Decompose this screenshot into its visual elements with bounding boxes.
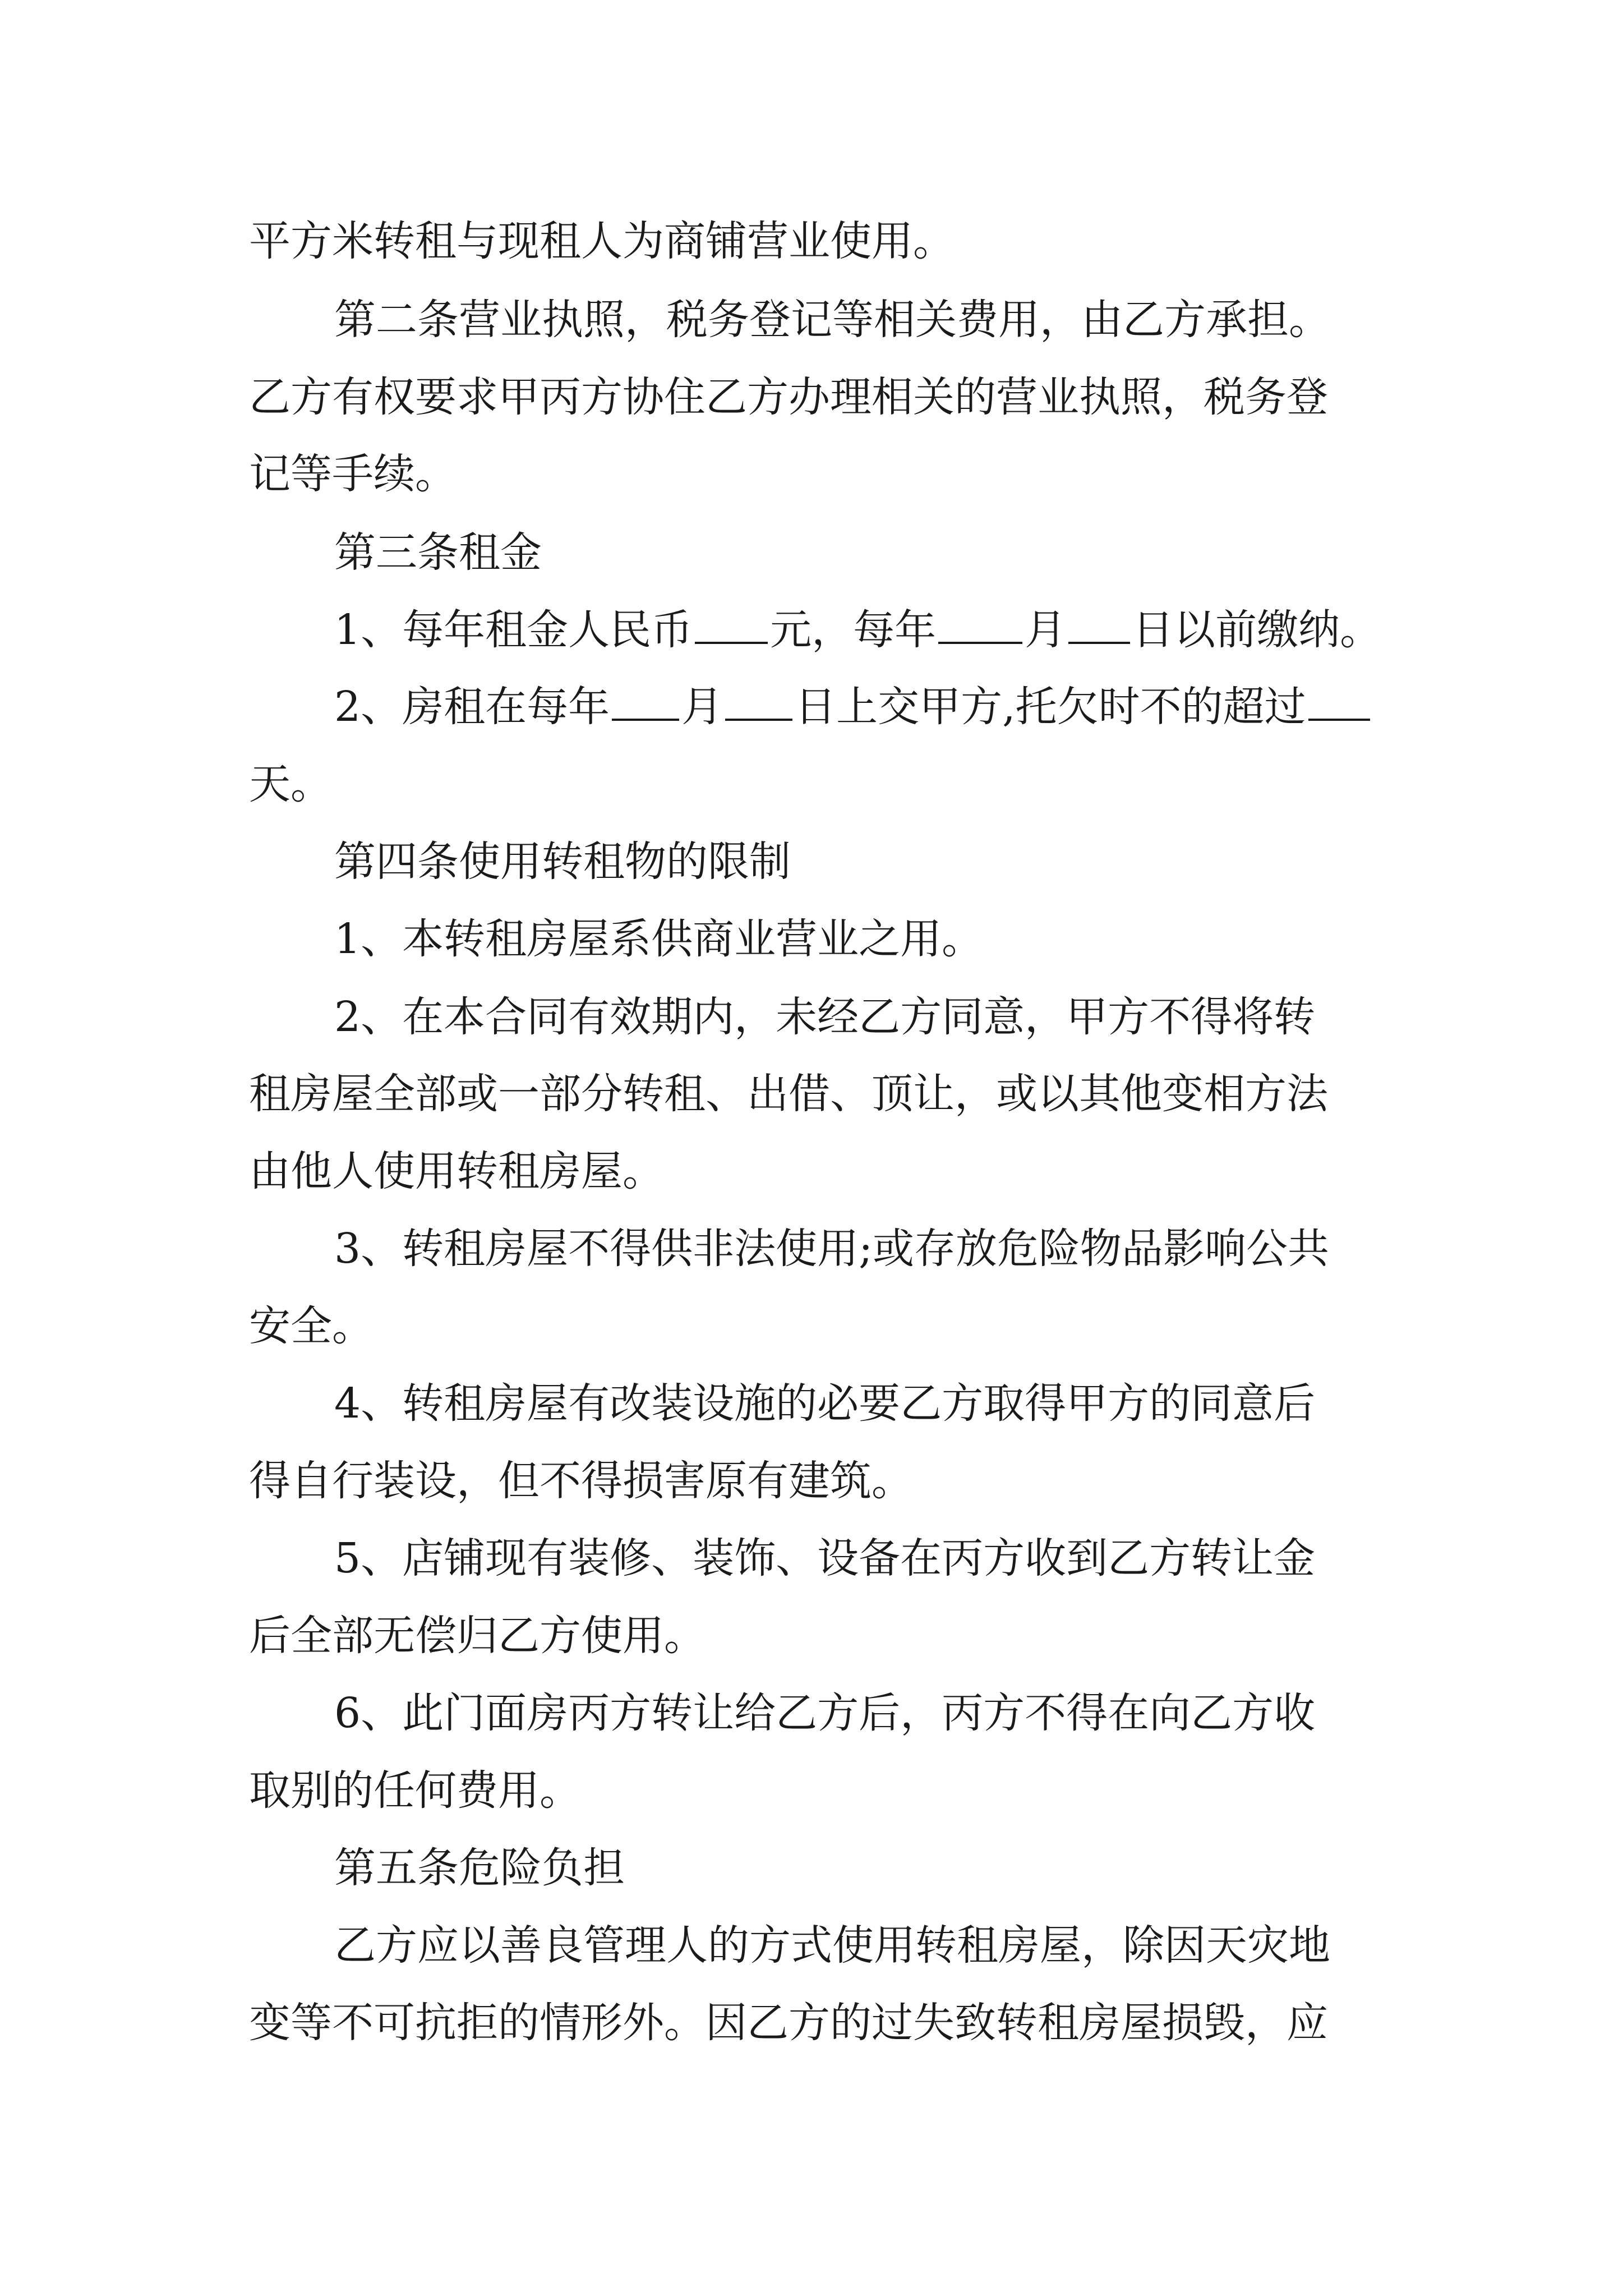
text-line: 得自行装设，但不得损害原有建筑。 (249, 1457, 913, 1505)
article-5-heading: 第五条危险负担 (334, 1844, 625, 1892)
text-line: 后全部无偿归乙方使用。 (249, 1612, 706, 1660)
text-segment: 2、房租在每年 (334, 683, 610, 731)
text-segment: 月 (1025, 606, 1067, 654)
text-line: 天。 (249, 760, 332, 808)
text-line: 由他人使用转租房屋。 (249, 1147, 664, 1195)
text-segment: 月 (681, 683, 723, 731)
article-4-heading: 第四条使用转租物的限制 (334, 838, 791, 886)
text-line: 平方米转租与现租人为商铺营业使用。 (249, 217, 955, 265)
text-line: 2、在本合同有效期内，未经乙方同意，甲方不得将转 (334, 993, 1316, 1041)
text-line: 变等不可抗拒的情形外。因乙方的过失致转租房屋损毁，应 (249, 1999, 1328, 2047)
text-line: 乙方有权要求甲丙方协住乙方办理相关的营业执照，税务登 (249, 373, 1328, 421)
fill-in-blank (612, 678, 679, 721)
text-segment: 日上交甲方,托欠时不的超过 (795, 683, 1306, 731)
text-segment: 元，每年 (770, 606, 937, 654)
fill-in-blank (1068, 601, 1130, 644)
article-3-heading: 第三条租金 (334, 528, 542, 577)
article-2-heading-line: 第二条营业执照，税务登记等相关费用，由乙方承担。 (334, 296, 1330, 344)
fill-in-blank (725, 678, 792, 721)
text-segment: 1、每年租金人民币 (334, 606, 693, 654)
text-line: 乙方应以善良管理人的方式使用转租房屋，除因天灾地 (334, 1921, 1330, 1970)
rent-clause-2 (334, 673, 1372, 740)
text-line: 5、店铺现有装修、装饰、设备在丙方收到乙方转让金 (334, 1534, 1316, 1582)
fill-in-blank (695, 601, 768, 644)
fill-in-blank (938, 601, 1022, 644)
rent-clause-1 (334, 596, 1381, 664)
text-segment: 日以前缴纳。 (1132, 606, 1382, 654)
text-line: 租房屋全部或一部分转租、出借、顶让，或以其他变相方法 (249, 1070, 1328, 1118)
text-line: 3、转租房屋不得供非法使用;或存放危险物品影响公共 (334, 1225, 1330, 1273)
text-line: 安全。 (249, 1302, 374, 1350)
text-line: 1、本转租房屋系供商业营业之用。 (334, 915, 984, 963)
fill-in-blank (1308, 678, 1370, 721)
text-line: 取别的任何费用。 (249, 1766, 581, 1815)
text-line: 4、转租房屋有改装设施的必要乙方取得甲方的同意后 (334, 1379, 1316, 1428)
text-line: 6、此门面房丙方转让给乙方后，丙方不得在向乙方收 (334, 1689, 1316, 1737)
text-line: 记等手续。 (249, 450, 457, 498)
